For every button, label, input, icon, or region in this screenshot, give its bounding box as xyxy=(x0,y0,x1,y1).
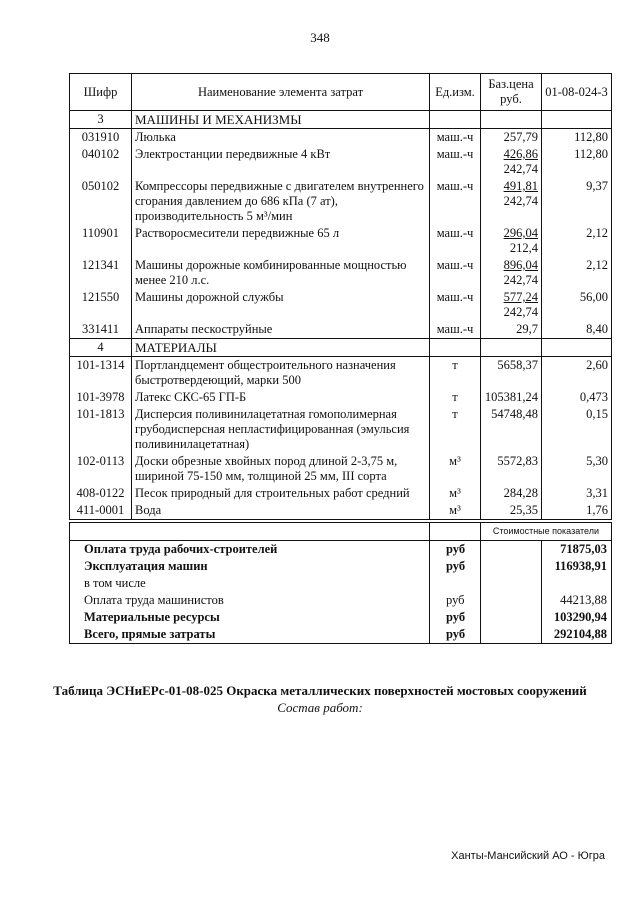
item-price: 105381,24 xyxy=(484,390,538,404)
item-unit: м³ xyxy=(430,453,481,485)
section-title: МАШИНЫ И МЕХАНИЗМЫ xyxy=(132,111,430,129)
item-value: 2,12 xyxy=(542,257,612,289)
item-value: 1,76 xyxy=(542,502,612,520)
item-price-cell xyxy=(481,357,542,390)
item-code: 411-0001 xyxy=(70,502,132,520)
table-row xyxy=(70,146,612,178)
item-price-secondary: 212,4 xyxy=(509,241,538,255)
item-value: 112,80 xyxy=(542,146,612,178)
item-name: Вода xyxy=(132,502,430,520)
item-code: 331411 xyxy=(70,321,132,339)
item-name: Портландцемент общестроительного назначения быстротвердеющий, марки 500 xyxy=(132,357,430,390)
item-price: 25,35 xyxy=(509,503,538,517)
item-name: Электростанции передвижные 4 кВт xyxy=(132,146,430,178)
summary-header-row xyxy=(70,523,612,541)
item-value: 3,31 xyxy=(542,485,612,502)
summary-empty-cell xyxy=(481,592,542,609)
summary-row xyxy=(70,558,612,575)
item-code: 101-1813 xyxy=(70,406,132,453)
summary-label: Оплата труда рабочих-строителей xyxy=(70,541,430,559)
table-row xyxy=(70,289,612,321)
item-name: Доски обрезные хвойных пород длиной 2-3,75 м, шириной 75-150 мм, толщиной 25 мм, III сорта xyxy=(132,453,430,485)
item-price-secondary: 242,74 xyxy=(503,305,538,319)
item-unit: маш.-ч xyxy=(430,146,481,178)
header-price: Баз.цена руб. xyxy=(481,74,542,111)
item-code: 121341 xyxy=(70,257,132,289)
item-code: 101-1314 xyxy=(70,357,132,390)
section-unit-cell xyxy=(430,111,481,129)
item-price-cell xyxy=(481,289,542,321)
table-row xyxy=(70,406,612,453)
item-price: 296,04 xyxy=(503,226,538,240)
estimate-table xyxy=(69,73,612,520)
summary-label: в том числе xyxy=(70,575,430,592)
summary-unit: руб xyxy=(430,609,481,626)
table-row xyxy=(70,502,612,520)
item-unit: маш.-ч xyxy=(430,225,481,257)
item-price-cell xyxy=(481,406,542,453)
item-price-cell xyxy=(481,321,542,339)
item-code: 101-3978 xyxy=(70,389,132,406)
item-unit: т xyxy=(430,406,481,453)
item-code: 102-0113 xyxy=(70,453,132,485)
item-name: Машины дорожной службы xyxy=(132,289,430,321)
section-price-cell xyxy=(481,111,542,129)
item-price-cell xyxy=(481,178,542,225)
summary-row xyxy=(70,592,612,609)
summary-unit: руб xyxy=(430,592,481,609)
item-price-cell xyxy=(481,485,542,502)
item-code: 040102 xyxy=(70,146,132,178)
item-code: 121550 xyxy=(70,289,132,321)
table-row xyxy=(70,485,612,502)
item-name: Латекс СКС-65 ГП-Б xyxy=(132,389,430,406)
table-header-row xyxy=(70,74,612,111)
summary-row xyxy=(70,541,612,559)
item-price: 491,81 xyxy=(503,179,538,193)
item-price: 257,79 xyxy=(503,130,538,144)
item-price: 284,28 xyxy=(503,486,538,500)
item-value: 5,30 xyxy=(542,453,612,485)
table-row xyxy=(70,321,612,339)
item-price-secondary: 242,74 xyxy=(503,273,538,287)
section-value-cell xyxy=(542,111,612,129)
table-row xyxy=(70,225,612,257)
item-name: Растворосмесители передвижные 65 л xyxy=(132,225,430,257)
item-price: 5658,37 xyxy=(497,358,538,372)
summary-value: 116938,91 xyxy=(542,558,612,575)
summary-value: 292104,88 xyxy=(542,626,612,644)
table-row xyxy=(70,129,612,147)
summary-unit xyxy=(430,575,481,592)
item-price: 5572,83 xyxy=(497,454,538,468)
next-table-subtitle: Состав работ: xyxy=(277,700,363,715)
item-price-cell xyxy=(481,453,542,485)
item-value: 0,473 xyxy=(542,389,612,406)
item-price-cell xyxy=(481,146,542,178)
item-unit: маш.-ч xyxy=(430,178,481,225)
summary-unit: руб xyxy=(430,558,481,575)
item-name: Аппараты пескоструйные xyxy=(132,321,430,339)
item-price-cell xyxy=(481,129,542,147)
item-price-secondary: 242,74 xyxy=(503,194,538,208)
item-name: Компрессоры передвижные с двигателем внутреннего сгорания давлением до 686 кПа (7 ат), производительность 5 м³/мин xyxy=(132,178,430,225)
item-unit: маш.-ч xyxy=(430,257,481,289)
item-price-cell xyxy=(481,257,542,289)
summary-value xyxy=(542,575,612,592)
summary-empty-cell xyxy=(481,558,542,575)
section-value-cell xyxy=(542,339,612,357)
item-price: 896,04 xyxy=(503,258,538,272)
table-row xyxy=(70,357,612,390)
estimate-body xyxy=(70,111,612,520)
summary-header: Стоимостные показатели xyxy=(481,523,612,541)
summary-empty-cell xyxy=(481,626,542,644)
item-price-cell xyxy=(481,225,542,257)
section-price-cell xyxy=(481,339,542,357)
item-price: 29,7 xyxy=(516,322,538,336)
item-unit: маш.-ч xyxy=(430,129,481,147)
summary-value: 71875,03 xyxy=(542,541,612,559)
summary-row xyxy=(70,626,612,644)
summary-label: Материальные ресурсы xyxy=(70,609,430,626)
next-table-title: Таблица ЭСНиЕРс-01-08-025 Окраска металлических поверхностей мостовых сооружений xyxy=(53,683,587,698)
item-value: 2,60 xyxy=(542,357,612,390)
item-unit: маш.-ч xyxy=(430,289,481,321)
summary-table xyxy=(69,522,612,644)
summary-label: Оплата труда машинистов xyxy=(70,592,430,609)
item-code: 110901 xyxy=(70,225,132,257)
summary-label: Эксплуатация машин xyxy=(70,558,430,575)
item-price: 577,24 xyxy=(503,290,538,304)
item-unit: маш.-ч xyxy=(430,321,481,339)
item-value: 56,00 xyxy=(542,289,612,321)
item-name: Дисперсия поливинилацетатная гомополимерная грубодисперсная непластифицированная (эмульсия поливинилацетатная) xyxy=(132,406,430,453)
table-row xyxy=(70,389,612,406)
item-price-secondary: 242,74 xyxy=(503,162,538,176)
header-name: Наименование элемента затрат xyxy=(132,74,430,111)
item-value: 0,15 xyxy=(542,406,612,453)
item-value: 9,37 xyxy=(542,178,612,225)
item-code: 408-0122 xyxy=(70,485,132,502)
item-unit: м³ xyxy=(430,502,481,520)
section-code: 3 xyxy=(70,111,132,129)
footer-region: Ханты-Мансийский АО - Югра xyxy=(451,850,605,862)
item-code: 050102 xyxy=(70,178,132,225)
item-unit: т xyxy=(430,357,481,390)
item-price: 426,86 xyxy=(503,147,538,161)
table-row xyxy=(70,453,612,485)
header-unit: Ед.изм. xyxy=(430,74,481,111)
item-name: Песок природный для строительных работ средний xyxy=(132,485,430,502)
table-row xyxy=(70,178,612,225)
item-value: 2,12 xyxy=(542,225,612,257)
item-value: 8,40 xyxy=(542,321,612,339)
page-number: 348 xyxy=(310,30,330,45)
section-row xyxy=(70,339,612,357)
summary-empty-cell xyxy=(481,541,542,559)
table-row xyxy=(70,257,612,289)
section-code: 4 xyxy=(70,339,132,357)
summary-row xyxy=(70,575,612,592)
item-code: 031910 xyxy=(70,129,132,147)
header-norm: 01-08-024-3 xyxy=(542,74,612,111)
summary-empty-cell xyxy=(481,575,542,592)
summary-value: 44213,88 xyxy=(542,592,612,609)
item-unit: т xyxy=(430,389,481,406)
item-value: 112,80 xyxy=(542,129,612,147)
summary-empty-cell xyxy=(481,609,542,626)
item-name: Люлька xyxy=(132,129,430,147)
summary-unit: руб xyxy=(430,541,481,559)
section-title: МАТЕРИАЛЫ xyxy=(132,339,430,357)
header-code: Шифр xyxy=(70,74,132,111)
summary-row xyxy=(70,609,612,626)
section-row xyxy=(70,111,612,129)
section-unit-cell xyxy=(430,339,481,357)
summary-label: Всего, прямые затраты xyxy=(70,626,430,644)
item-price-cell xyxy=(481,389,542,406)
summary-value: 103290,94 xyxy=(542,609,612,626)
item-unit: м³ xyxy=(430,485,481,502)
item-price: 54748,48 xyxy=(491,407,538,421)
item-price-cell xyxy=(481,502,542,520)
item-name: Машины дорожные комбинированные мощностью менее 210 л.с. xyxy=(132,257,430,289)
summary-unit: руб xyxy=(430,626,481,644)
